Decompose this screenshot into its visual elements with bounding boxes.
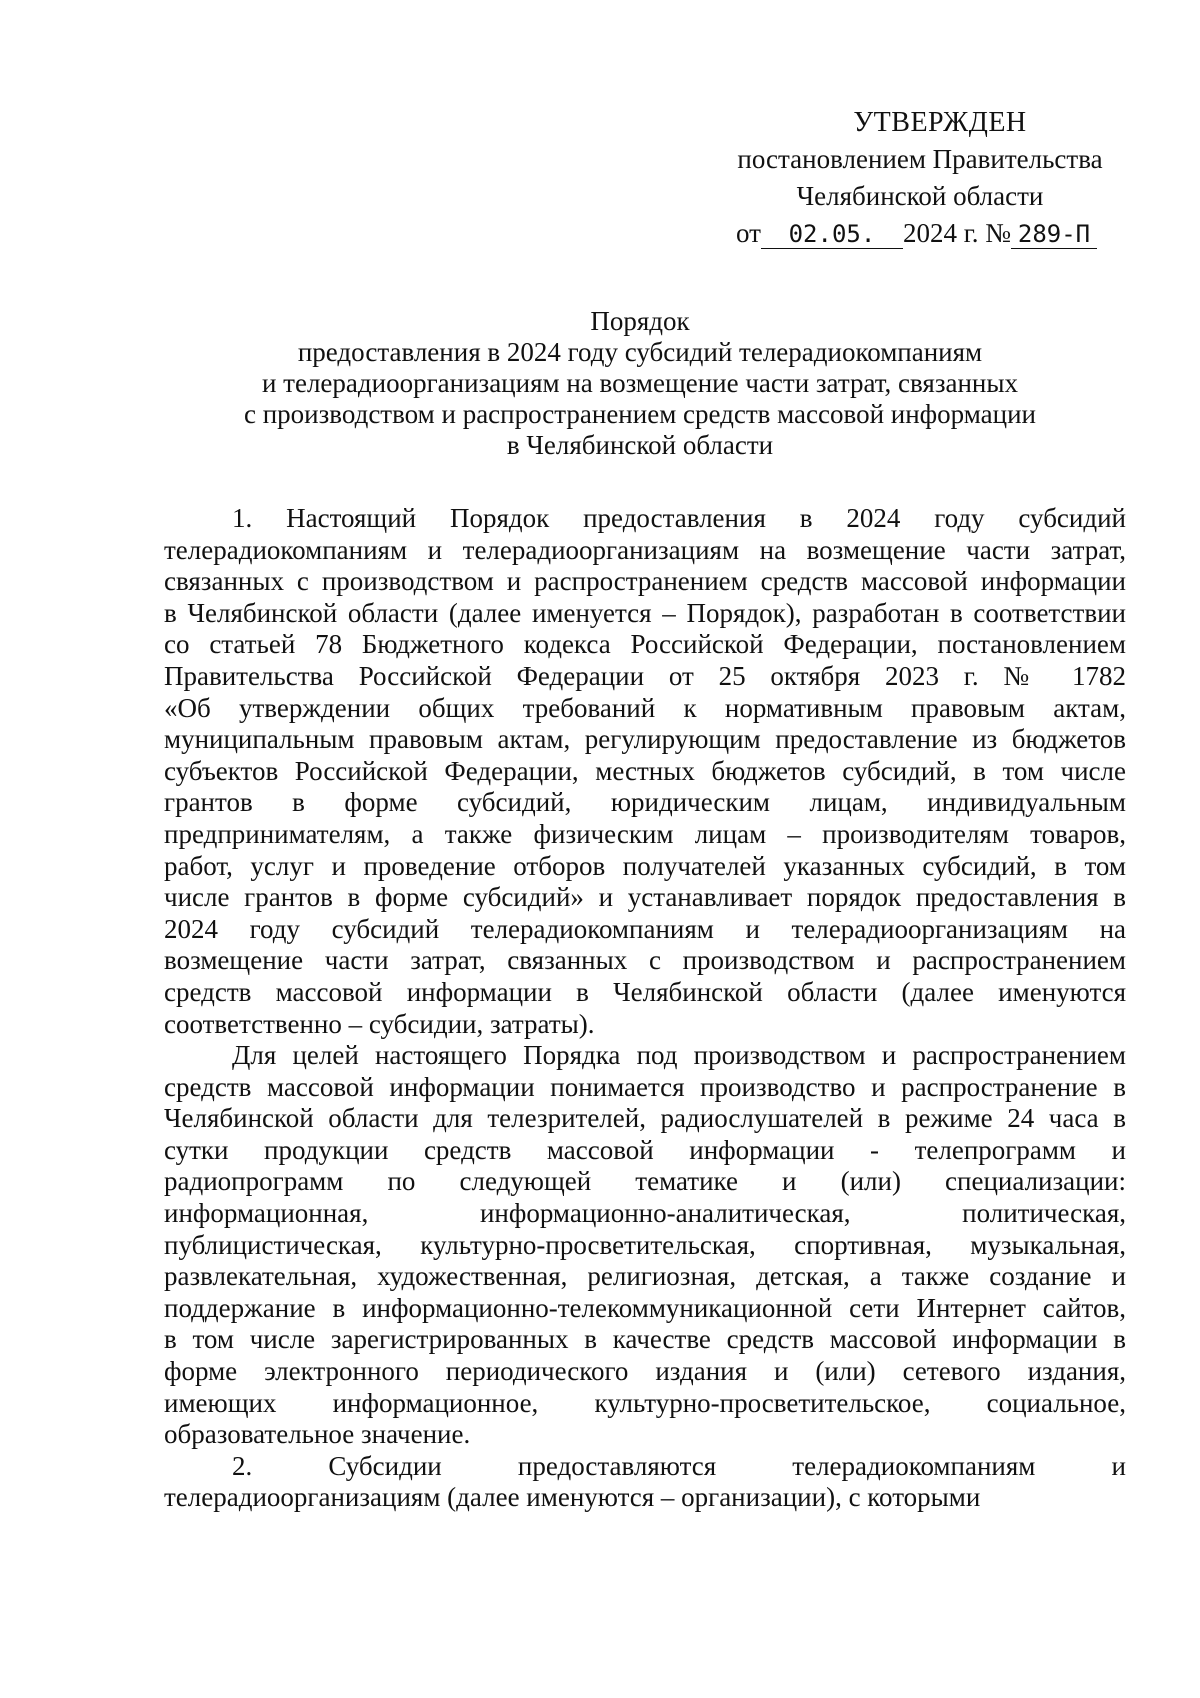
body-line: в Челябинской области (далее именуется – Порядок), разработан в соответствии	[164, 597, 1126, 628]
body-line: образовательное значение.	[164, 1419, 471, 1450]
title-line-3: и телерадиоорганизациям на возмещение части затрат, связанных	[261, 368, 1019, 398]
body-line: Челябинской области для телезрителей, радиослушателей в режиме 24 часа в	[164, 1103, 1126, 1134]
title-line-2: предоставления в 2024 году субсидий телерадиокомпаниям	[297, 337, 983, 367]
body-line: поддержание в информационно-телекоммуникационной сети Интернет сайтов,	[164, 1292, 1126, 1323]
approval-block	[700, 104, 1140, 252]
body-line: муниципальным правовым актам, регулирующим предоставление из бюджетов	[164, 724, 1126, 755]
approval-heading: УТВЕРЖДЕН	[853, 107, 1027, 138]
body-line: числе грантов в форме субсидий» и устанавливает порядок предоставления в	[164, 882, 1126, 913]
body-line: радиопрограмм по следующей тематике и (или) специализации:	[164, 1166, 1126, 1197]
body-line: Для целей настоящего Порядка под производством и распространением	[232, 1040, 1126, 1071]
body-line: соответственно – субсидии, затраты).	[164, 1008, 595, 1039]
body-line: телерадиокомпаниям и телерадиоорганизациям на возмещение части затрат,	[164, 534, 1126, 565]
body-line: предпринимателям, а также физическим лицам – производителям товаров,	[164, 818, 1126, 849]
body-line: форме электронного периодического издания и (или) сетевого издания,	[164, 1356, 1126, 1387]
body-line: работ, услуг и проведение отборов получателей указанных субсидий, в том	[164, 850, 1126, 881]
document-title	[150, 306, 1130, 461]
approval-line-1: постановлением Правительства	[737, 144, 1103, 174]
body-line: 2. Субсидии предоставляются телерадиокомпаниям и	[232, 1450, 1126, 1481]
body-line: Правительства Российской Федерации от 25 октября 2023 г. № 1782	[164, 660, 1126, 691]
approval-date-line	[700, 215, 1140, 252]
body-line: телерадиоорганизациям (далее именуются – организации), с которыми	[164, 1482, 981, 1513]
body-line: сутки продукции средств массовой информации - телепрограмм и	[164, 1134, 1126, 1165]
body-line: информационная, информационно-аналитическая, политическая,	[164, 1198, 1126, 1229]
body-line: грантов в форме субсидий, юридическим лицам, индивидуальным	[164, 787, 1126, 818]
title-line-4: с производством и распространением средств массовой информации	[244, 399, 1036, 429]
body-line: 1. Настоящий Порядок предоставления в 2024 году субсидий	[232, 503, 1126, 533]
approval-date: 02.05.	[761, 220, 903, 249]
body-line: 2024 году субсидий телерадиокомпаниям и телерадиоорганизациям на	[164, 913, 1126, 944]
body-line: публицистическая, культурно-просветительская, спортивная, музыкальная,	[164, 1229, 1126, 1260]
date-prefix: от	[736, 218, 761, 248]
body-line: «Об утверждении общих требований к нормативным правовым актам,	[164, 692, 1126, 723]
body-line: со статьей 78 Бюджетного кодекса Российской Федерации, постановлением	[164, 629, 1126, 660]
body-line: в том числе зарегистрированных в качестве средств массовой информации в	[164, 1324, 1126, 1355]
title-line-5: в Челябинской области	[506, 430, 774, 460]
body-line: средств массовой информации понимается производство и распространение в	[164, 1071, 1126, 1102]
title-line-1: Порядок	[590, 306, 690, 336]
body-line: возмещение части затрат, связанных с производством и распространением	[164, 945, 1126, 976]
document-body	[164, 503, 1126, 1514]
year-text: 2024 г. №	[902, 218, 1011, 248]
approval-number: 289-П	[1011, 220, 1097, 249]
body-line: связанных с производством и распространением средств массовой информации	[164, 566, 1126, 597]
body-line: развлекательная, художественная, религиозная, детская, а также создание и	[164, 1261, 1126, 1292]
body-line: субъектов Российской Федерации, местных бюджетов субсидий, в том числе	[164, 755, 1126, 786]
approval-line-2: Челябинской области	[796, 181, 1044, 211]
body-line: имеющих информационное, культурно-просветительское, социальное,	[164, 1387, 1126, 1418]
body-line: средств массовой информации в Челябинской области (далее именуются	[164, 976, 1126, 1007]
